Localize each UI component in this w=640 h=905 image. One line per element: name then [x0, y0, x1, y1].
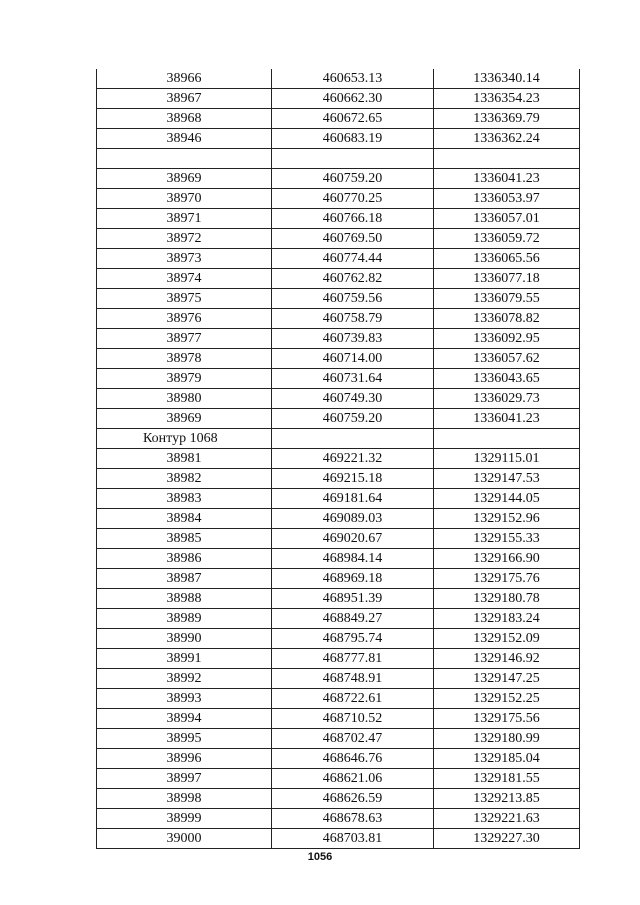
x-coordinate-cell: 468678.63: [272, 809, 434, 829]
point-number-cell: 38995: [97, 729, 272, 749]
table-row: [97, 329, 580, 349]
point-number-cell: 38974: [97, 269, 272, 289]
y-coordinate-cell: 1336077.18: [434, 269, 580, 289]
table-row: [97, 669, 580, 689]
page-number: 1056: [307, 851, 333, 863]
x-coordinate-cell: 468777.81: [272, 649, 434, 669]
y-coordinate-cell: 1329185.04: [434, 749, 580, 769]
point-number-cell: 38993: [97, 689, 272, 709]
point-number-cell: 38978: [97, 349, 272, 369]
table-row: [97, 689, 580, 709]
x-coordinate-cell: 460759.20: [272, 169, 434, 189]
y-coordinate-cell: 1329152.96: [434, 509, 580, 529]
x-coordinate-cell: 460731.64: [272, 369, 434, 389]
y-coordinate-cell: 1329181.55: [434, 769, 580, 789]
table-row: [97, 69, 580, 89]
table-row: [97, 189, 580, 209]
point-number-cell: 38997: [97, 769, 272, 789]
x-coordinate-cell: 469221.32: [272, 449, 434, 469]
point-number-cell: 38981: [97, 449, 272, 469]
x-coordinate-cell: 460774.44: [272, 249, 434, 269]
table-row: [97, 449, 580, 469]
x-coordinate-cell: 468710.52: [272, 709, 434, 729]
x-coordinate-cell: 468722.61: [272, 689, 434, 709]
x-coordinate-cell: 460749.30: [272, 389, 434, 409]
table-row: [97, 509, 580, 529]
point-number-cell: 38972: [97, 229, 272, 249]
contour-label-row: [97, 149, 580, 169]
y-coordinate-cell: 1329180.78: [434, 589, 580, 609]
table-row: [97, 229, 580, 249]
y-coordinate-cell: 1329155.33: [434, 529, 580, 549]
point-number-cell: 38991: [97, 649, 272, 669]
point-number-cell: 38977: [97, 329, 272, 349]
point-number-cell: 38992: [97, 669, 272, 689]
x-coordinate-cell: 468951.39: [272, 589, 434, 609]
table-row: [97, 789, 580, 809]
x-coordinate-cell: 469215.18: [272, 469, 434, 489]
table-row: [97, 829, 580, 849]
x-coordinate-cell: 460766.18: [272, 209, 434, 229]
x-coordinate-cell: 468984.14: [272, 549, 434, 569]
table-row: [97, 109, 580, 129]
table-row: [97, 629, 580, 649]
y-coordinate-cell: 1329147.53: [434, 469, 580, 489]
table-row: [97, 249, 580, 269]
point-number-cell: 38979: [97, 369, 272, 389]
x-coordinate-cell: 469020.67: [272, 529, 434, 549]
point-number-cell: 38994: [97, 709, 272, 729]
table-row: [97, 129, 580, 149]
table-row: [97, 289, 580, 309]
table-row: [97, 749, 580, 769]
point-number-cell: 38971: [97, 209, 272, 229]
y-coordinate-cell: 1336041.23: [434, 169, 580, 189]
point-number-cell: 38984: [97, 509, 272, 529]
table-row: [97, 769, 580, 789]
table-row: [97, 369, 580, 389]
table-row: [97, 469, 580, 489]
table-row: [97, 209, 580, 229]
empty-cell: [272, 429, 434, 449]
x-coordinate-cell: 468849.27: [272, 609, 434, 629]
y-coordinate-cell: 1329152.25: [434, 689, 580, 709]
contour-label: Контур 1068: [97, 429, 272, 449]
x-coordinate-cell: 468621.06: [272, 769, 434, 789]
point-number-cell: 38987: [97, 569, 272, 589]
table-row: [97, 89, 580, 109]
point-number-cell: 38970: [97, 189, 272, 209]
point-number-cell: 38999: [97, 809, 272, 829]
point-number-cell: 38968: [97, 109, 272, 129]
empty-cell: [272, 149, 434, 169]
table-row: [97, 709, 580, 729]
y-coordinate-cell: 1329175.76: [434, 569, 580, 589]
y-coordinate-cell: 1329221.63: [434, 809, 580, 829]
x-coordinate-cell: 468969.18: [272, 569, 434, 589]
y-coordinate-cell: 1329146.92: [434, 649, 580, 669]
x-coordinate-cell: 460683.19: [272, 129, 434, 149]
y-coordinate-cell: 1329152.09: [434, 629, 580, 649]
table-row: [97, 409, 580, 429]
contour-label: [97, 149, 272, 169]
point-number-cell: 38985: [97, 529, 272, 549]
x-coordinate-cell: 460769.50: [272, 229, 434, 249]
point-number-cell: 38973: [97, 249, 272, 269]
y-coordinate-cell: 1329115.01: [434, 449, 580, 469]
point-number-cell: 38989: [97, 609, 272, 629]
y-coordinate-cell: 1336078.82: [434, 309, 580, 329]
point-number-cell: 39000: [97, 829, 272, 849]
x-coordinate-cell: 460739.83: [272, 329, 434, 349]
x-coordinate-cell: 460653.13: [272, 69, 434, 89]
y-coordinate-cell: 1329183.24: [434, 609, 580, 629]
y-coordinate-cell: 1336057.01: [434, 209, 580, 229]
table-row: [97, 309, 580, 329]
y-coordinate-cell: 1329213.85: [434, 789, 580, 809]
coordinates-table-body: [97, 69, 580, 849]
point-number-cell: 38946: [97, 129, 272, 149]
table-row: [97, 389, 580, 409]
y-coordinate-cell: 1336029.73: [434, 389, 580, 409]
x-coordinate-cell: 469181.64: [272, 489, 434, 509]
point-number-cell: 38975: [97, 289, 272, 309]
x-coordinate-cell: 460672.65: [272, 109, 434, 129]
point-number-cell: 38998: [97, 789, 272, 809]
y-coordinate-cell: 1336057.62: [434, 349, 580, 369]
y-coordinate-cell: 1329227.30: [434, 829, 580, 849]
x-coordinate-cell: 469089.03: [272, 509, 434, 529]
point-number-cell: 38996: [97, 749, 272, 769]
table-row: [97, 729, 580, 749]
point-number-cell: 38986: [97, 549, 272, 569]
table-row: [97, 609, 580, 629]
table-row: [97, 809, 580, 829]
x-coordinate-cell: 468748.91: [272, 669, 434, 689]
table-row: [97, 649, 580, 669]
empty-cell: [434, 149, 580, 169]
x-coordinate-cell: 460759.20: [272, 409, 434, 429]
y-coordinate-cell: 1336059.72: [434, 229, 580, 249]
y-coordinate-cell: 1329180.99: [434, 729, 580, 749]
x-coordinate-cell: 460762.82: [272, 269, 434, 289]
x-coordinate-cell: 468795.74: [272, 629, 434, 649]
y-coordinate-cell: 1336362.24: [434, 129, 580, 149]
table-row: [97, 589, 580, 609]
table-row: [97, 529, 580, 549]
point-number-cell: 38980: [97, 389, 272, 409]
y-coordinate-cell: 1336092.95: [434, 329, 580, 349]
x-coordinate-cell: 460662.30: [272, 89, 434, 109]
point-number-cell: 38988: [97, 589, 272, 609]
table-row: [97, 569, 580, 589]
point-number-cell: 38976: [97, 309, 272, 329]
y-coordinate-cell: 1336043.65: [434, 369, 580, 389]
x-coordinate-cell: 468646.76: [272, 749, 434, 769]
point-number-cell: 38982: [97, 469, 272, 489]
y-coordinate-cell: 1336065.56: [434, 249, 580, 269]
x-coordinate-cell: 468626.59: [272, 789, 434, 809]
x-coordinate-cell: 460758.79: [272, 309, 434, 329]
y-coordinate-cell: 1336079.55: [434, 289, 580, 309]
y-coordinate-cell: 1329147.25: [434, 669, 580, 689]
y-coordinate-cell: 1336340.14: [434, 69, 580, 89]
contour-label-row: [97, 429, 580, 449]
table-row: [97, 269, 580, 289]
table-row: [97, 169, 580, 189]
y-coordinate-cell: 1336369.79: [434, 109, 580, 129]
point-number-cell: 38990: [97, 629, 272, 649]
y-coordinate-cell: 1329175.56: [434, 709, 580, 729]
x-coordinate-cell: 460759.56: [272, 289, 434, 309]
x-coordinate-cell: 468702.47: [272, 729, 434, 749]
point-number-cell: 38983: [97, 489, 272, 509]
coordinates-table: [96, 69, 580, 849]
y-coordinate-cell: 1329166.90: [434, 549, 580, 569]
point-number-cell: 38969: [97, 409, 272, 429]
x-coordinate-cell: 460770.25: [272, 189, 434, 209]
x-coordinate-cell: 468703.81: [272, 829, 434, 849]
point-number-cell: 38966: [97, 69, 272, 89]
table-row: [97, 549, 580, 569]
empty-cell: [434, 429, 580, 449]
table-row: [97, 489, 580, 509]
point-number-cell: 38969: [97, 169, 272, 189]
table-row: [97, 349, 580, 369]
x-coordinate-cell: 460714.00: [272, 349, 434, 369]
point-number-cell: 38967: [97, 89, 272, 109]
y-coordinate-cell: 1336053.97: [434, 189, 580, 209]
y-coordinate-cell: 1336354.23: [434, 89, 580, 109]
y-coordinate-cell: 1336041.23: [434, 409, 580, 429]
y-coordinate-cell: 1329144.05: [434, 489, 580, 509]
